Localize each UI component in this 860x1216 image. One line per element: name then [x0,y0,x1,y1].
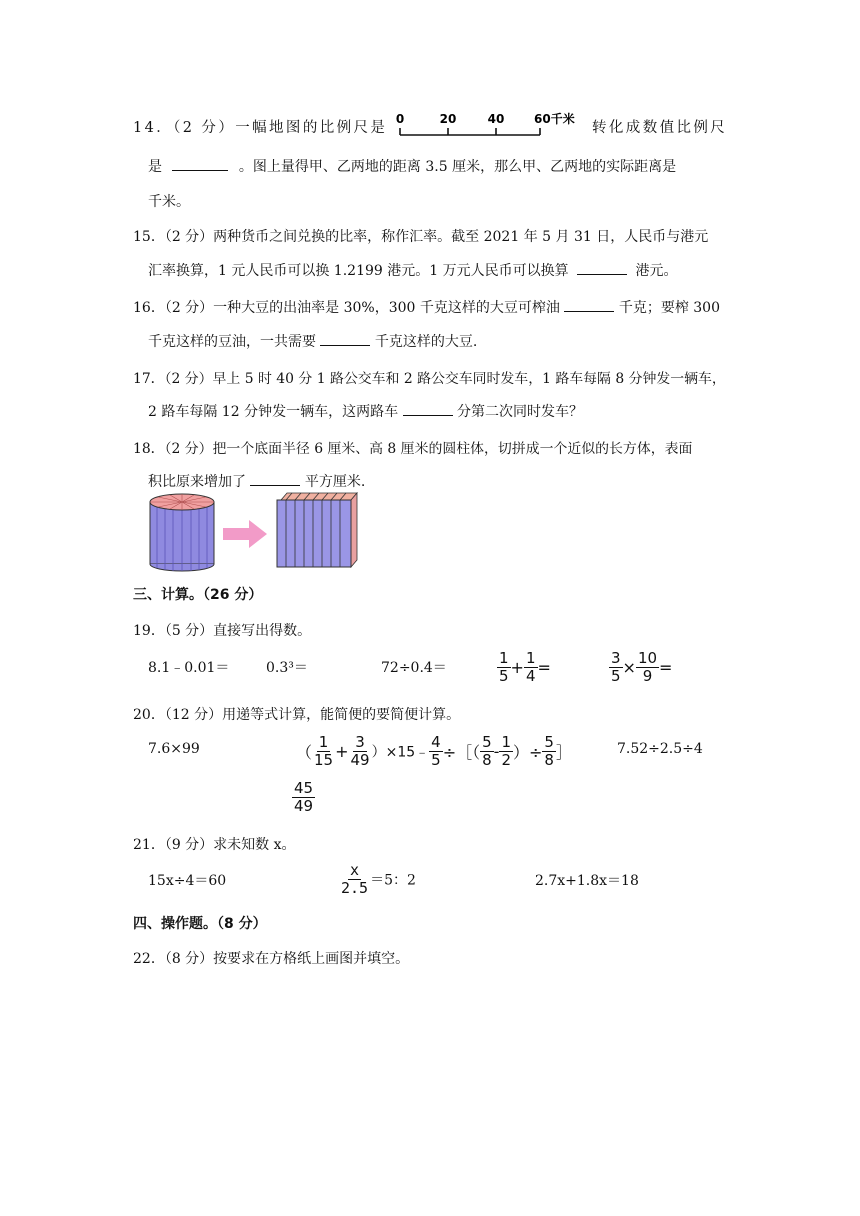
fraction: $\frac{3}{49}$ [350,733,370,769]
q17-blank [403,415,453,416]
q14-line1: 14．（2 分）一幅地图的比例尺是 [133,120,388,136]
q20-title: 20．（12 分）用递等式计算，能简便的要简便计算。 [133,707,461,723]
scale-tick-0: 0 [395,112,405,126]
q19-expr2: 0.3³＝ [266,660,308,676]
q16-blank1 [564,311,614,312]
q16-blank2 [320,345,370,346]
q17-line2b: 分第二次同时发车？ [456,404,583,420]
scale-tick-60: 60千米 [534,112,575,126]
fraction: $\frac{5}{8}$ [544,733,554,769]
q16-line2 [148,331,477,351]
q18-figure [145,488,395,573]
scale-tick-40: 40 [487,112,505,126]
q15-blank [577,274,627,275]
q14-line2a: 是 [148,159,162,175]
fraction: $\frac{1}{2}$ [501,733,511,769]
q21-title: 21．（9 分）求未知数 x。 [133,837,296,853]
q16-line1a: 16．（2 分）一种大豆的出油率是 30%，300 千克这样的大豆可榨油 [133,300,560,316]
q20-expr2: （ $\frac{1}{15}$ + $\frac{3}{49}$ ）×15﹣ $\frac{4}{5}$ ÷［（ $\frac{5}{8}$ - $\frac{1}{2}$ ）÷ $\frac{5}{8}$ ］ [296,733,572,769]
q16-line2b: 千克这样的大豆. [374,334,478,350]
q17-line2 [148,401,583,421]
q20-expr2-tail [292,780,315,815]
q17-line1: 17．（2 分）早上 5 时 40 分 1 路公交车和 2 路公交车同时发车，1 路车每隔 8 分钟发一辆车， [133,371,726,387]
fraction: $\frac{3}{5}$ [611,649,621,685]
section-3-heading: 三、计算。（26 分） [133,587,263,603]
q14-line2 [148,156,676,176]
q21-expr2-ratio: ＝5：2 [370,872,416,889]
q16-line2a: 千克这样的豆油，一共需要 [148,334,316,350]
q20-expr3: 7.52÷2.5÷4 [617,741,703,757]
arrow-icon [223,520,267,548]
q16-line1b: 千克；要榨 300 [618,300,720,316]
fraction: $\frac{1}{15}$ [314,733,334,769]
q14-line2b: 。图上量得甲、乙两地的距离 3.5 厘米，那么甲、乙两地的实际距离是 [238,159,677,175]
q21-expr1: 15x÷4＝60 [148,873,227,889]
section-4-heading: 四、操作题。（8 分） [133,916,267,932]
fraction: $\frac{4}{5}$ [431,733,441,769]
q18-line2b: 平方厘米. [304,474,366,490]
q19-title: 19．（5 分）直接写出得数。 [133,623,312,639]
q15-line2a: 汇率换算，1 元人民币可以换 1.2199 港元。1 万元人民币可以换算 [148,263,569,279]
scale-bar [392,108,592,144]
q18-line2a: 积比原来增加了 [148,474,246,490]
q16-line1 [133,297,720,317]
q15-line2 [148,260,678,280]
q14-line1-tail: 转化成数值比例尺 [592,120,728,136]
fraction: $\frac{45}{49}$ [294,779,314,815]
q20-expr1: 7.6×99 [148,741,200,757]
fraction: $\frac{x}{2.5}$ [341,861,369,897]
q19-expr5: $\frac{3}{5}$ × $\frac{10}{9}$ = [611,649,673,685]
q18-line1: 18．（2 分）把一个底面半径 6 厘米、高 8 厘米的圆柱体，切拼成一个近似的长方体，表面 [133,441,693,457]
q15-line2b: 港元。 [635,263,678,279]
q14-line3: 千米。 [148,194,190,210]
scale-tick-20: 20 [439,112,457,126]
q19-expr4: $\frac{1}{5}$ + $\frac{1}{4}$ = [499,649,551,685]
q21-expr3: 2.7x+1.8x＝18 [535,873,639,889]
fraction: $\frac{5}{8}$ [482,733,492,769]
fraction: $\frac{1}{5}$ [499,649,509,685]
q21-expr2 [339,862,416,897]
cuboid-illustration [277,493,357,567]
fraction: $\frac{1}{4}$ [525,649,536,685]
q22-title: 22．（8 分）按要求在方格纸上画图并填空。 [133,951,410,967]
fraction: $\frac{10}{9}$ [637,649,658,685]
q19-expr3: 72÷0.4＝ [381,660,447,676]
cylinder-illustration [150,494,214,571]
q14-blank [172,170,228,171]
q17-line2a: 2 路车每隔 12 分钟发一辆车，这两路车 [148,404,399,420]
q18-blank [250,485,300,486]
q19-expr1: 8.1﹣0.01＝ [148,660,230,676]
q15-line1: 15．（2 分）两种货币之间兑换的比率，称作汇率。截至 2021 年 5 月 31 日，人民币与港元 [133,229,709,245]
